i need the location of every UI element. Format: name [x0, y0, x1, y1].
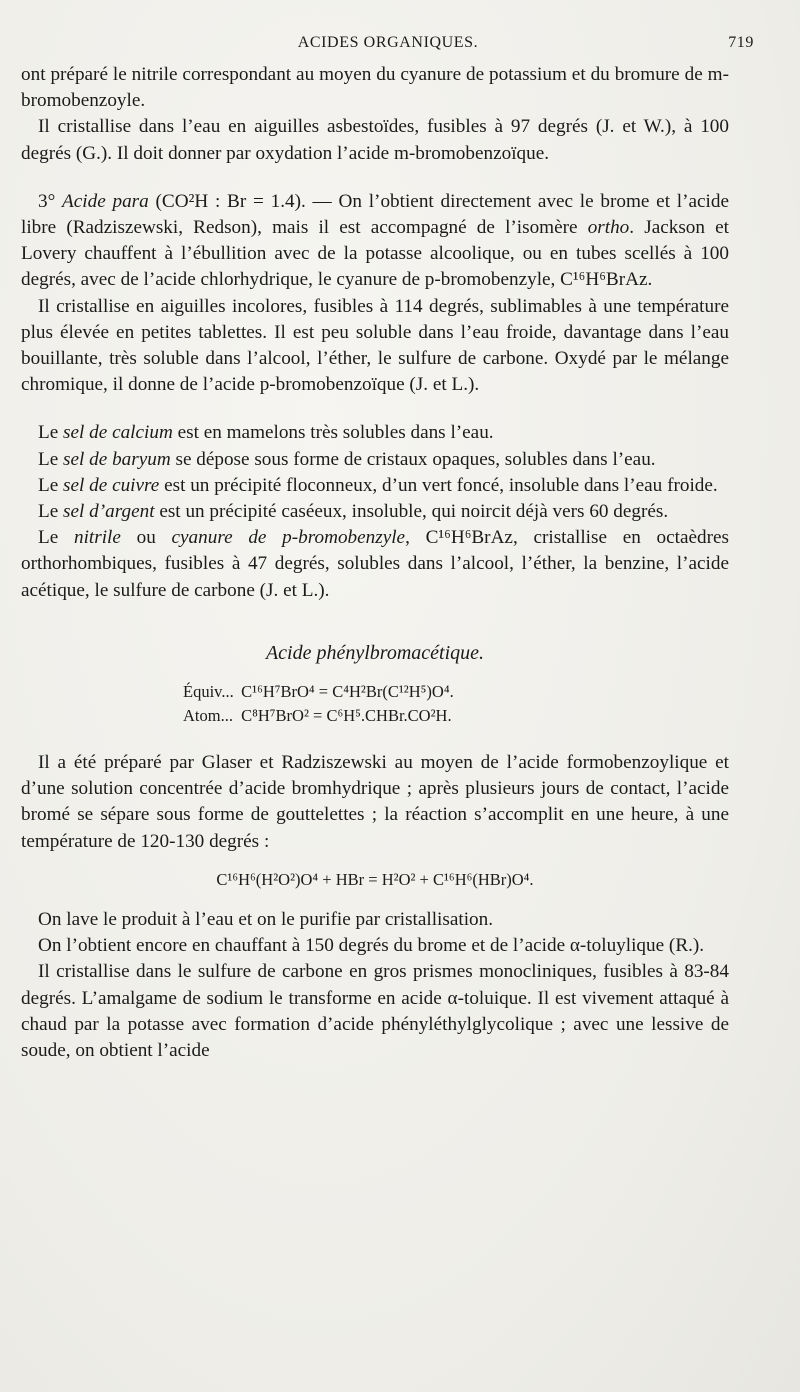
page-body [21, 62, 729, 1064]
term-ortho: ortho [587, 217, 630, 239]
header-title: ACIDES ORGANIQUES. [297, 34, 479, 51]
p8-a: Le [38, 501, 64, 523]
paragraph-2: Il cristallise dans l’eau en aiguilles asbestoïdes, fusibles à 97 degrés (J. et W.), à 100 degrés (G.). Il doit donner par oxydation l’acide m-bromobenzoïque. [21, 116, 729, 164]
formula-equiv [21, 680, 729, 704]
formula-atom [21, 704, 729, 728]
p9-c: , C¹⁶H⁶BrAz, cristallise en octaèdres orthorhombiques, fusibles à 47 degrés, solubles dans l’alcool, l’éther, la benzine, l’acide acétique, le sulfure de carbone (J. et L.). [21, 527, 729, 601]
paragraph-3-text-2: . Jackson et Lovery chauffent à l’ébullition avec de la potasse alcoolique, ou en tubes scellés à 100 degrés, avec de l’acide chlorhydrique, le cyanure de p-bromobenzyle, C¹⁶H⁶BrAz. [21, 217, 729, 291]
paragraph-3-text: (CO²H : Br = 1.4). — On l’obtient directement avec le brome et l’acide libre (Radziszewski, Redson), mais il est accompagné de l’isomère [21, 190, 729, 239]
p9-b: ou [120, 527, 172, 549]
section-heading: Acide phénylbromacétique. [265, 641, 485, 664]
term-sel-cuivre: sel de cuivre [63, 474, 160, 496]
paragraph-1: ont préparé le nitrile correspondant au moyen du cyanure de potassium et du bromure de m-bromobenzoyle. [21, 64, 729, 112]
paragraph-9 [21, 525, 729, 604]
formula-block [21, 680, 729, 728]
page-number: 719 [728, 34, 754, 51]
paragraph-13: Il cristallise dans le sulfure de carbone en gros prismes monocliniques, fusibles à 83-84 degrés. L’amalgame de sodium le transforme en acide α-toluique. Il est vivement attaqué à chaud par la potasse avec formation d’acide phényléthylglycolique ; avec une lessive de soude, on obtient l’acide [21, 961, 729, 1062]
p9-a: Le [38, 527, 74, 549]
section-number: 3° [38, 190, 63, 212]
p5-a: Le [38, 422, 64, 444]
paragraph-3 [21, 189, 729, 294]
paragraph-12: On l’obtient encore en chauffant à 150 degrés du brome et de l’acide α-toluylique (R.). [38, 935, 705, 957]
paragraph-8 [21, 499, 729, 525]
formula-equiv-label: Équiv... [183, 682, 234, 702]
p7-b: est un précipité floconneux, d’un vert foncé, insoluble dans l’eau froide. [159, 474, 718, 496]
p6-a: Le [38, 448, 64, 470]
p8-b: est un précipité caséeux, insoluble, qui noircit déjà vers 60 degrés. [154, 501, 669, 523]
paragraph-10: Il a été préparé par Glaser et Radziszewski au moyen de l’acide formobenzoylique et d’une solution concentrée d’acide bromhydrique ; après plusieurs jours de contact, l’acide bromé se sépare sous forme de gouttelettes ; la réaction s’accomplit en une heure, à une température de 120-130 degrés : [21, 752, 729, 852]
paragraph-4: Il cristallise en aiguilles incolores, fusibles à 114 degrés, sublimables à une température plus élevée en petites tablettes. Il est peu soluble dans l’eau froide, davantage dans l’eau bouillante, très soluble dans l’alcool, l’éther, le sulfure de carbone. Oxydé par le mélange chromique, il donne de l’acide p-bromobenzoïque (J. et L.). [21, 295, 729, 396]
p5-b: est en mamelons très solubles dans l’eau. [172, 422, 494, 444]
formula-atom-value: C⁸H⁷BrO² = C⁶H⁵.CHBr.CO²H. [241, 706, 452, 726]
paragraph-7 [21, 473, 729, 499]
term-sel-argent: sel d’argent [63, 501, 155, 523]
paragraph-6 [21, 447, 729, 473]
term-sel-baryum: sel de baryum [63, 448, 171, 470]
term-acide-para: Acide para [62, 190, 149, 212]
formula-equiv-value: C¹⁶H⁷BrO⁴ = C⁴H²Br(C¹²H⁵)O⁴. [241, 682, 454, 702]
running-header [22, 34, 754, 56]
p6-b: se dépose sous forme de cristaux opaques, solubles dans l’eau. [170, 448, 656, 470]
paragraph-11: On lave le produit à l’eau et on le purifie par cristallisation. [38, 909, 494, 931]
formula-atom-label: Atom... [183, 706, 233, 726]
reaction-equation: C¹⁶H⁶(H²O²)O⁴ + HBr = H²O² + C¹⁶H⁶(HBr)O⁴. [216, 869, 534, 889]
term-nitrile: nitrile [73, 527, 121, 549]
term-cyanure: cyanure de p-bromobenzyle [171, 527, 406, 549]
p7-a: Le [38, 474, 64, 496]
paragraph-5 [21, 420, 729, 446]
term-sel-calcium: sel de calcium [63, 422, 173, 444]
